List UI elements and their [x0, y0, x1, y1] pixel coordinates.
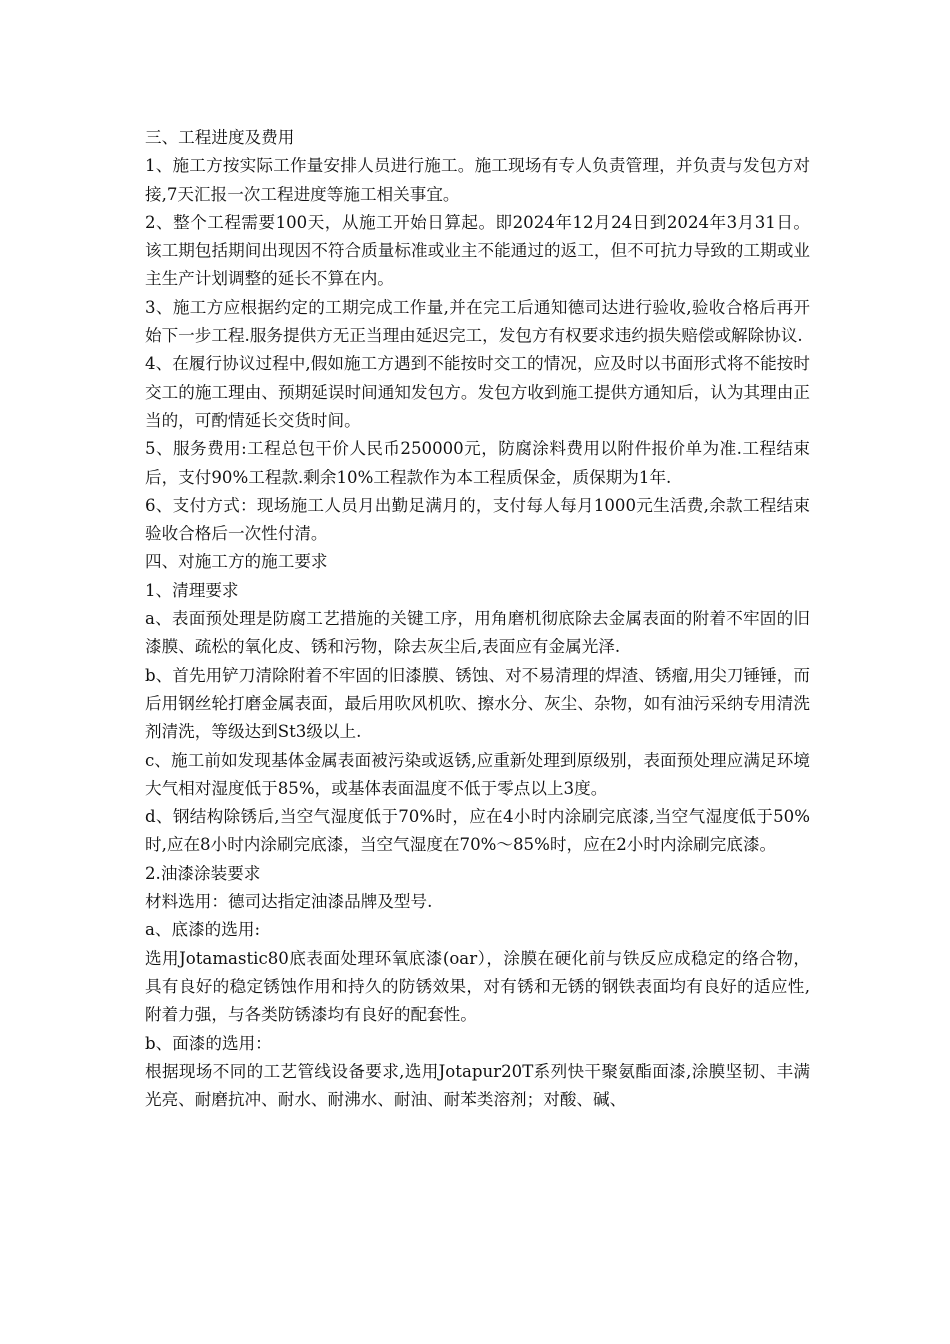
paragraph-topcoat-details: 根据现场不同的工艺管线设备要求,选用Jotapur20T系列快干聚氨酯面漆,涂膜坚韧、丰满光亮、耐磨抗冲、耐水、耐沸水、耐油、耐苯类溶剂；对酸、碱、 — [145, 1061, 810, 1110]
subheading-cleaning-requirements: 1、清理要求 — [145, 580, 239, 600]
paragraph-service-fees: 5、服务费用:工程总包干价人民币250000元，防腐涂料费用以附件报价单为准.工程结束后，支付90%工程款.剩余10%工程款作为本工程质保金，质保期为1年. — [145, 439, 810, 487]
subheading-topcoat-selection: b、面漆的选用： — [145, 1033, 272, 1053]
section-heading-progress-and-fees: 三、工程进度及费用 — [145, 128, 295, 147]
paragraph-cleaning-c: c、施工前如发现基体金属表面被污染或返锈,应重新处理到原级别，表面预处理应满足环境大气相对湿度低于85%，或基体表面温度不低于零点以上3度。 — [145, 750, 810, 798]
subheading-primer-selection: a、底漆的选用: — [145, 920, 261, 940]
paragraph-staffing: 1、施工方按实际工作量安排人员进行施工。施工现场有专人负责管理，并负责与发包方对接,7天汇报一次工程进度等施工相关事宜。 — [145, 156, 810, 204]
section-heading-construction-requirements: 四、对施工方的施工要求 — [145, 552, 328, 572]
paragraph-material-selection: 材料选用：德司达指定油漆品牌及型号. — [145, 892, 433, 912]
subheading-paint-coating: 2.油漆涂装要求 — [145, 863, 261, 883]
paragraph-primer-details: 选用Jotamastic80底表面处理环氧底漆(oar），涂膜在硬化前与铁反应成稳定的络合物，具有良好的稳定锈蚀作用和持久的防锈效果，对有锈和无锈的钢铁表面均有良好的适应性,附着力强，与各类防锈漆均有良好的配套性。 — [145, 948, 810, 1025]
paragraph-delay: 4、在履行协议过程中,假如施工方遇到不能按时交工的情况，应及时以书面形式将不能按时交工的施工理由、预期延误时间通知发包方。发包方收到施工提供方通知后，认为其理由正当的，可酌情延长交货时间。 — [145, 354, 810, 430]
paragraph-cleaning-a: a、表面预处理是防腐工艺措施的关键工序，用角磨机彻底除去金属表面的附着不牢固的旧漆膜、疏松的氧化皮、锈和污物，除去灰尘后,表面应有金属光泽. — [145, 609, 810, 657]
paragraph-schedule: 2、整个工程需要100天，从施工开始日算起。即2024年12月24日到2024年3月31日。该工期包括期间出现因不符合质量标准或业主不能通过的返工，但不可抗力导致的工期或业主生产计划调整的延长不算在内。 — [145, 212, 810, 289]
paragraph-cleaning-d: d、钢结构除锈后,当空气湿度低于70%时，应在4小时内涂刷完底漆,当空气湿度低于50%时,应在8小时内涂刷完底漆，当空气湿度在70%～85%时，应在2小时内涂刷完底漆。 — [145, 807, 810, 855]
document-body — [145, 124, 810, 1114]
paragraph-payment-method: 6、支付方式：现场施工人员月出勤足满月的，支付每人每月1000元生活费,余款工程结束验收合格后一次性付清。 — [145, 495, 810, 544]
paragraph-acceptance: 3、施工方应根据约定的工期完成工作量,并在完工后通知德司达进行验收,验收合格后再开始下一步工程.服务提供方无正当理由延迟完工，发包方有权要求违约损失赔偿或解除协议. — [145, 297, 810, 346]
paragraph-cleaning-b: b、首先用铲刀清除附着不牢固的旧漆膜、锈蚀、对不易清理的焊渣、锈瘤,用尖刀锤锤，而后用钢丝轮打磨金属表面，最后用吹风机吹、擦水分、灰尘、杂物，如有油污采纳专用清洗剂清洗，等级达到St3级以上. — [145, 665, 810, 742]
